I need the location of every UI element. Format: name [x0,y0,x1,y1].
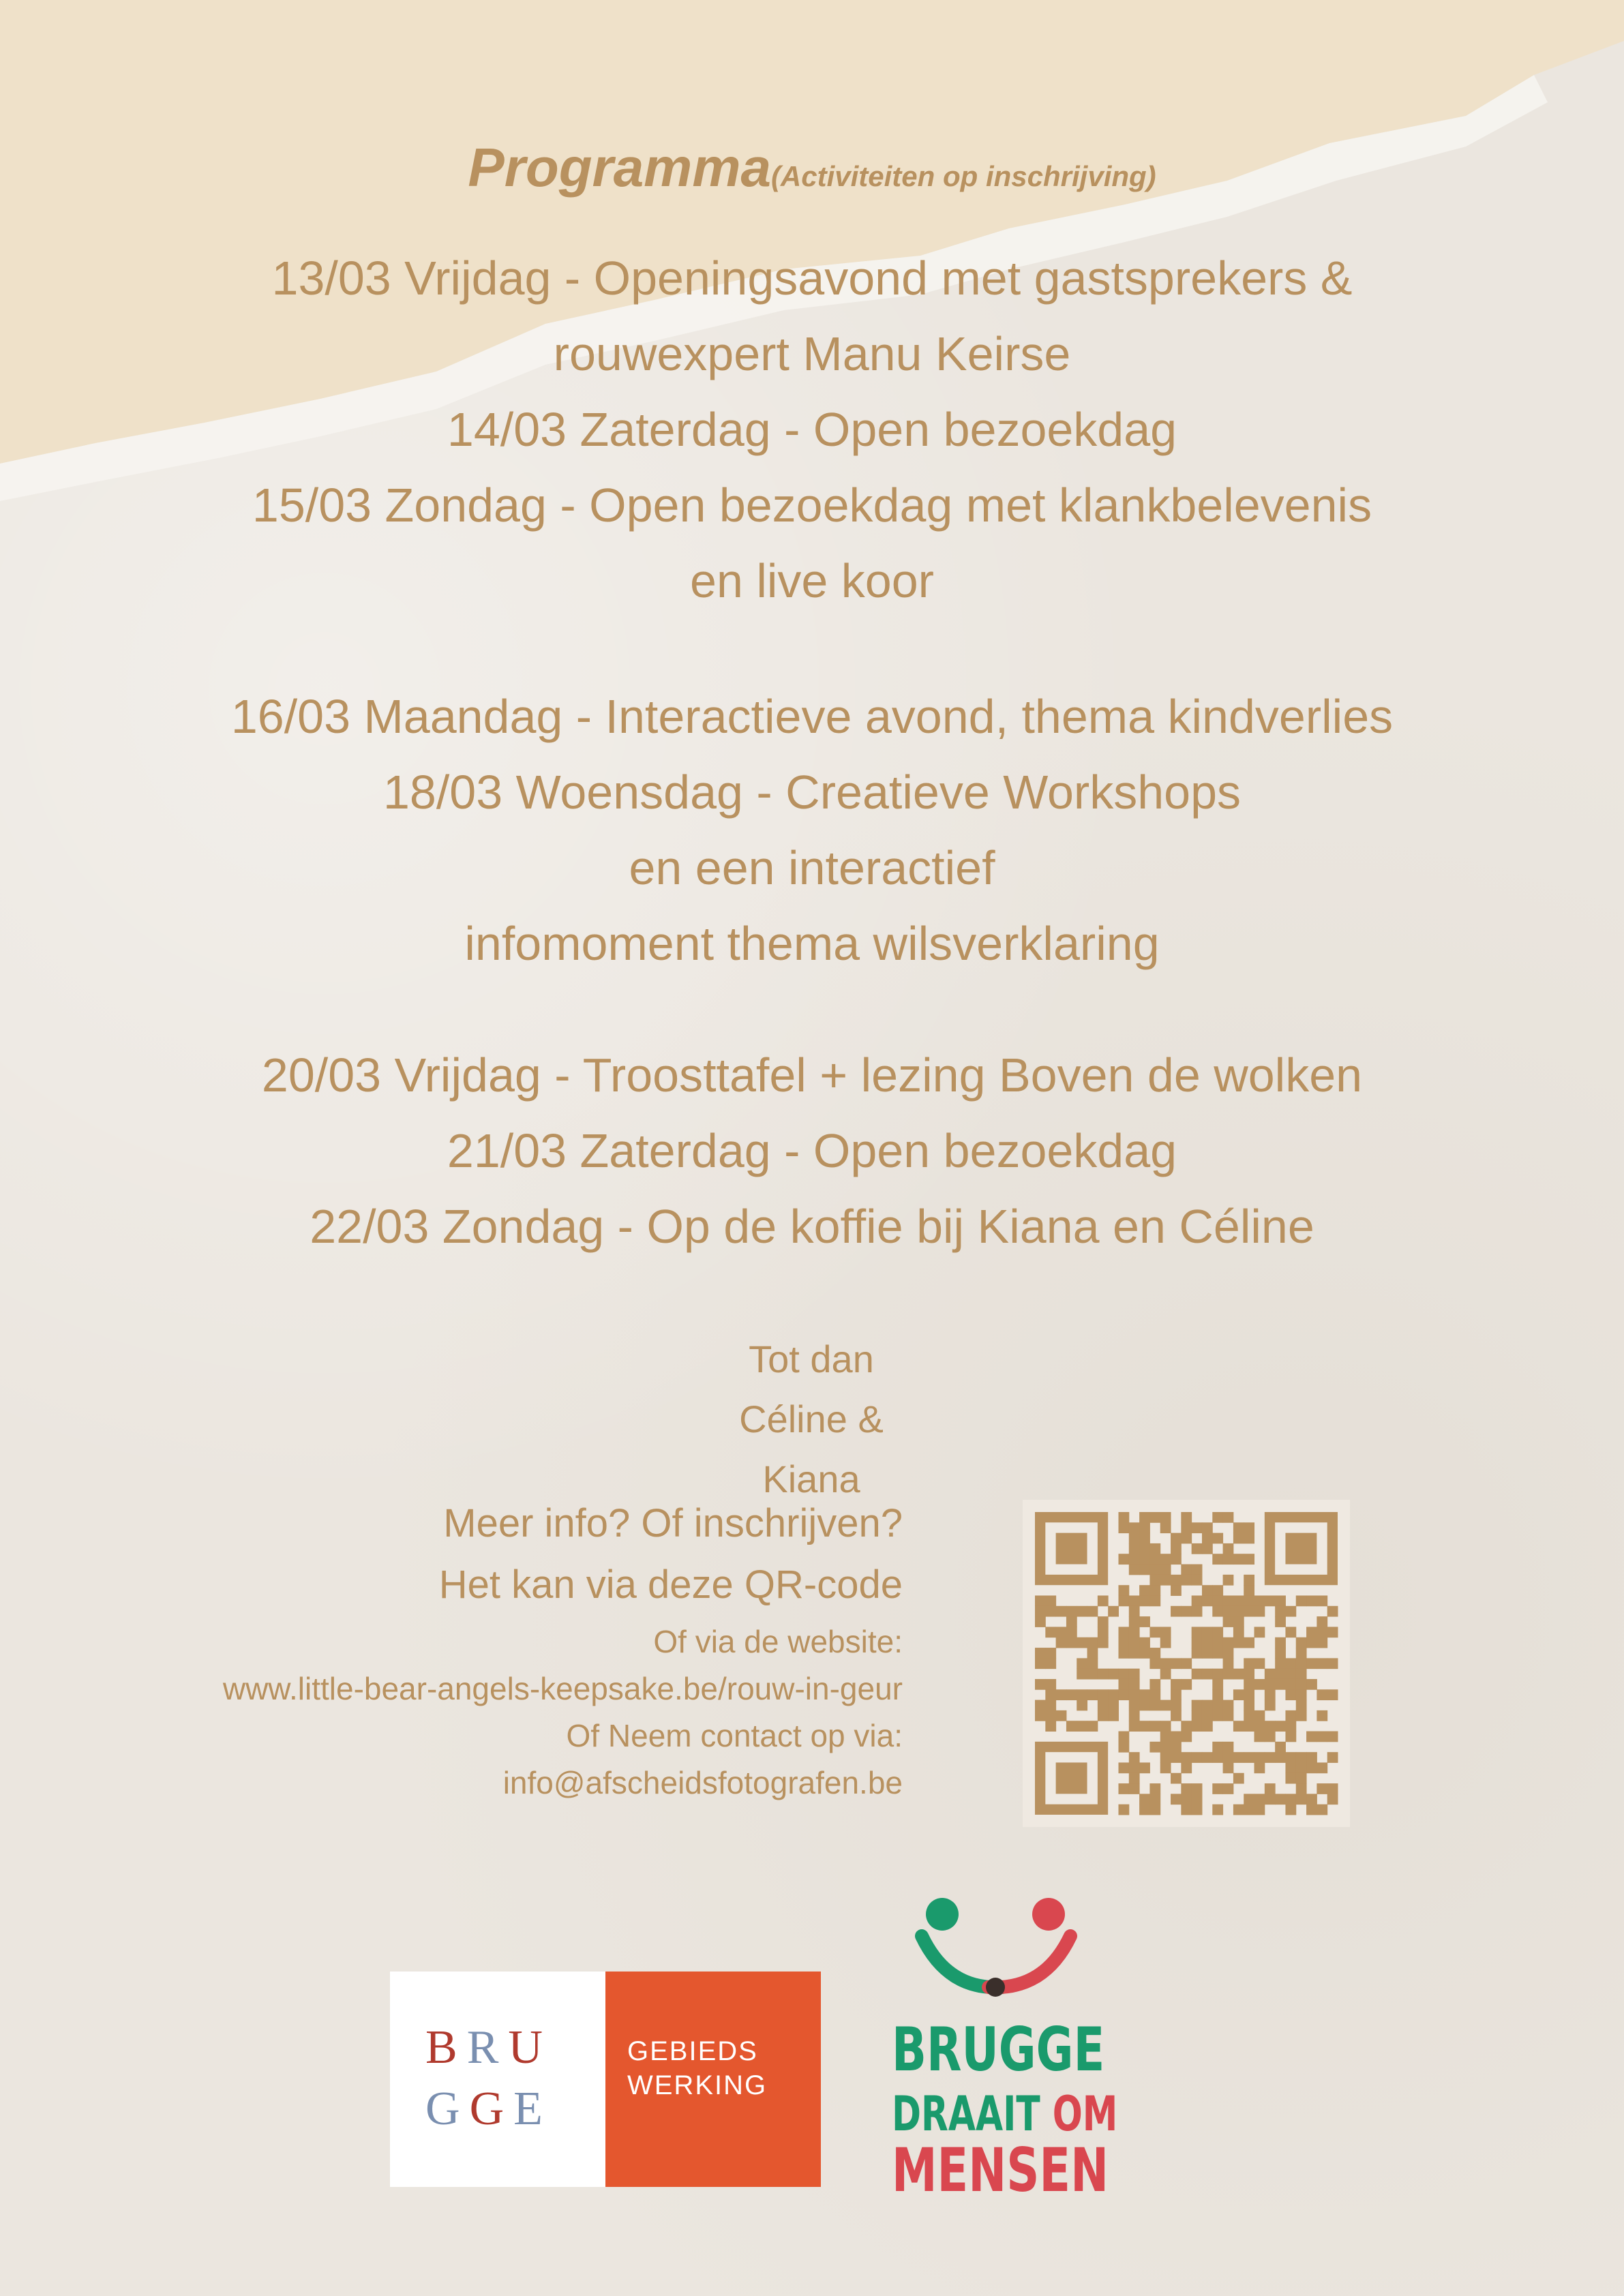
schedule-line: 13/03 Vrijdag - Openingsavond met gastsprekers & [271,252,1353,305]
schedule-line: 14/03 Zaterdag - Open bezoekdag [447,403,1177,456]
qr-code-icon[interactable] [1023,1500,1350,1827]
schedule-block-2 [0,679,1624,982]
brugge-logo-row-1 [425,2021,552,2075]
werking-text: WERKING [627,2070,768,2100]
contact-email-link[interactable]: info@afscheidsfotografen.be [502,1765,903,1800]
signoff-line: Tot dan [749,1338,874,1380]
bdom-om: OM [1052,2086,1118,2142]
bdom-line-mensen: MENSEN [892,2135,1109,2205]
bdom-line-brugge: BRUGGE [892,2014,1105,2085]
schedule-line: 18/03 Woensdag - Creatieve Workshops [382,766,1242,819]
schedule-line: 20/03 Vrijdag - Troosttafel + lezing Boven de wolken [261,1048,1363,1102]
brugge-letter: U [508,2021,552,2074]
contact-website-label: Of via de website: [653,1624,903,1659]
contact-question: Meer info? Of inschrijven? [443,1501,903,1545]
contact-info [223,1493,903,1807]
brugge-gebiedswerking-logo [390,1972,821,2187]
title-row [0,136,1624,199]
bdom-line-draait-om [892,2086,1118,2142]
bdom-draait: DRAAIT [892,2086,1040,2142]
brugge-draait-om-mensen-logo [886,1895,1118,2209]
contact-email-label: Of Neem contact op via: [566,1718,903,1753]
schedule-line: 16/03 Maandag - Interactieve avond, thema kindverlies [230,690,1394,743]
smile-face-icon [886,1895,1111,2004]
qr-code-graphic [1023,1500,1350,1827]
schedule-line: en een interactief [629,841,995,894]
signoff [709,1329,914,1509]
contact-website-link[interactable]: www.little-bear-angels-keepsake.be/rouw-in-geur [222,1671,903,1706]
schedule-line: infomoment thema wilsverklaring [464,917,1160,970]
gebieds-text: GEBIEDS [627,2036,758,2066]
brugge-letter: R [466,2021,509,2074]
page-title: Programma [468,137,771,198]
brugge-letter: B [425,2021,467,2074]
schedule-line: en live koor [690,554,934,607]
schedule-line: 21/03 Zaterdag - Open bezoekdag [447,1124,1177,1177]
brugge-letter: E [513,2083,552,2135]
schedule-block-3 [0,1038,1624,1265]
brugge-letter: G [469,2083,514,2135]
gebiedswerking-block [605,1972,821,2187]
schedule-block-1 [0,241,1624,619]
brugge-logo-row-2 [425,2082,552,2136]
schedule-line: 22/03 Zondag - Op de koffie bij Kiana en Céline [310,1200,1314,1253]
page-subtitle: (Activiteiten op inschrijving) [770,160,1156,192]
brugge-logo-mark [390,1972,605,2187]
schedule-line: 15/03 Zondag - Open bezoekdag met klankbelevenis [252,479,1372,532]
signoff-names: Céline & Kiana [739,1398,884,1500]
brugge-letter: G [425,2083,470,2135]
schedule-line: rouwexpert Manu Keirse [553,327,1071,380]
contact-qr-hint: Het kan via deze QR-code [438,1562,903,1607]
